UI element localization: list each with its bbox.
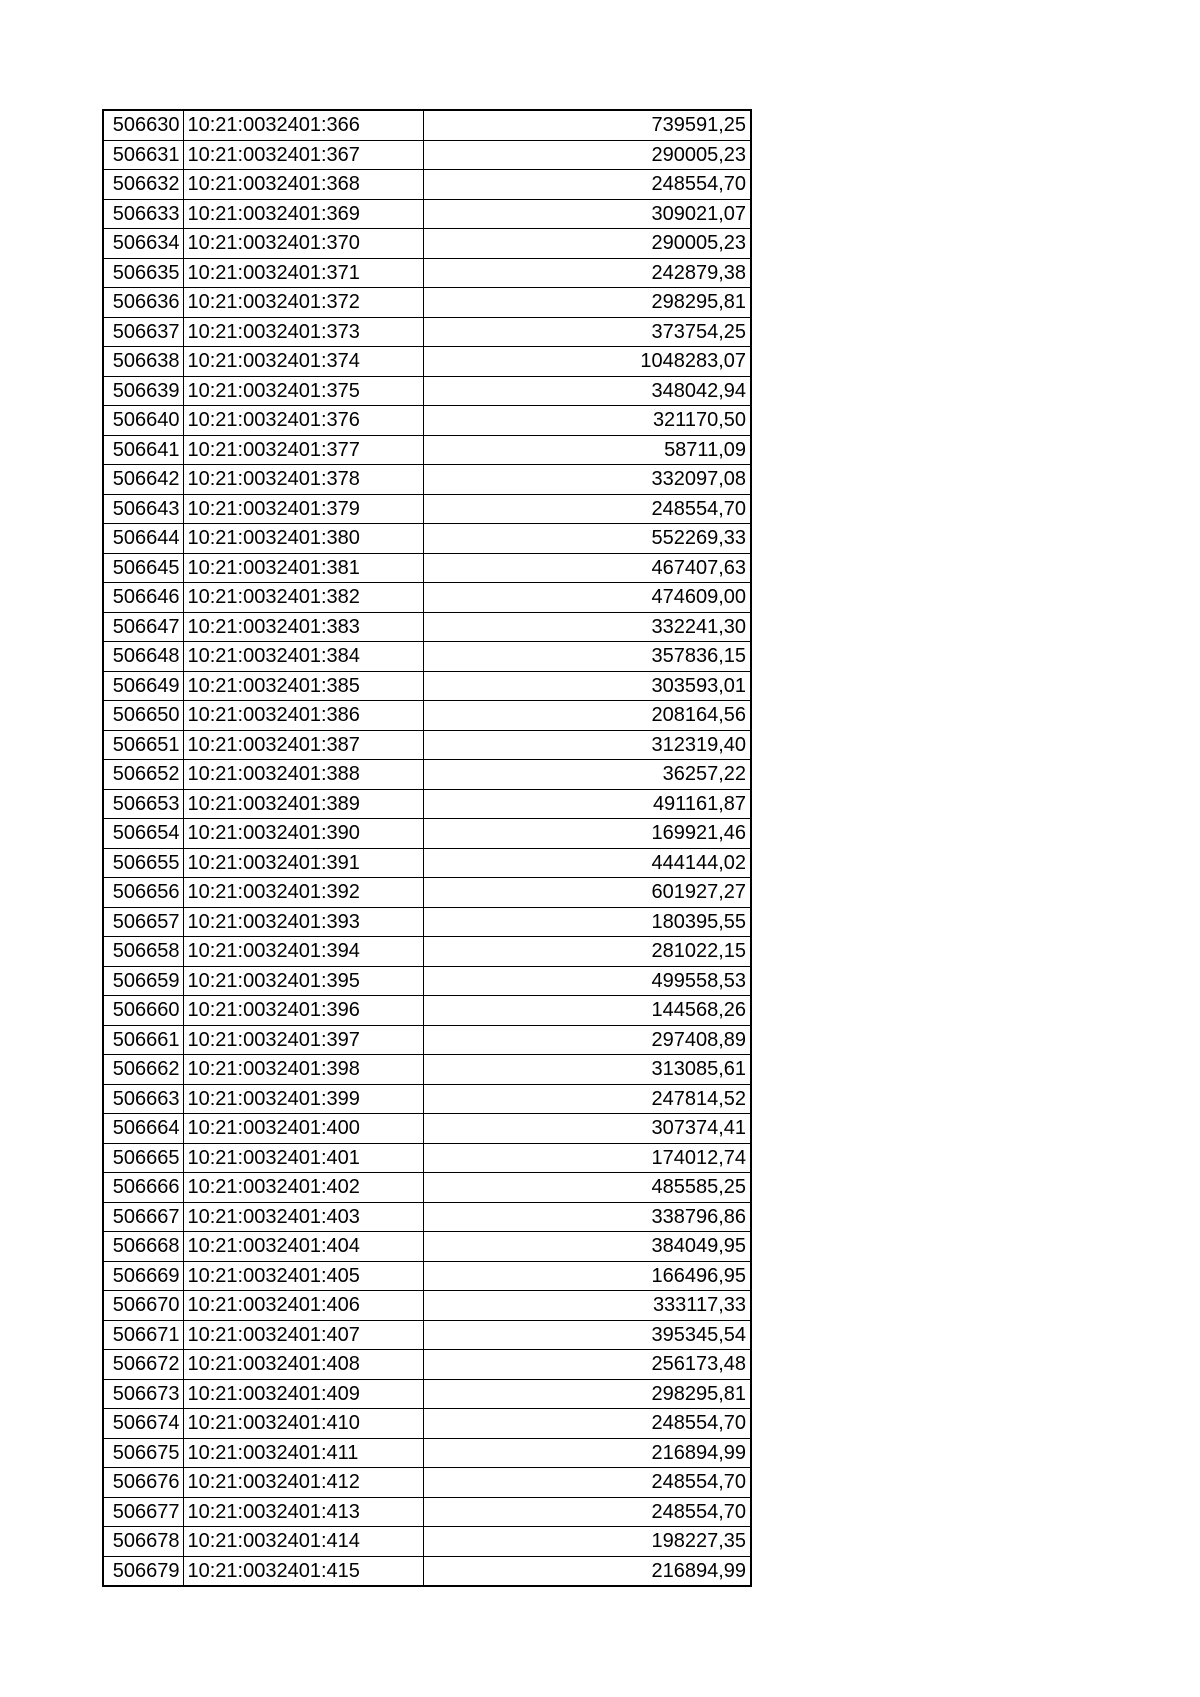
value-cell: 499558,53	[423, 966, 751, 996]
row-id-cell: 506632	[103, 170, 183, 200]
table-row	[103, 1055, 751, 1085]
cadastral-number-cell: 10:21:0032401:382	[183, 583, 423, 613]
row-id-cell: 506635	[103, 258, 183, 288]
table-row	[103, 1556, 751, 1586]
cadastral-number-cell: 10:21:0032401:400	[183, 1114, 423, 1144]
cadastral-number-cell: 10:21:0032401:403	[183, 1202, 423, 1232]
row-id-cell: 506631	[103, 140, 183, 170]
value-cell: 216894,99	[423, 1556, 751, 1586]
table-row	[103, 1232, 751, 1262]
cadastral-number-cell: 10:21:0032401:391	[183, 848, 423, 878]
table-row	[103, 937, 751, 967]
row-id-cell: 506672	[103, 1350, 183, 1380]
table-row	[103, 760, 751, 790]
cadastral-number-cell: 10:21:0032401:373	[183, 317, 423, 347]
row-id-cell: 506654	[103, 819, 183, 849]
table-row	[103, 1173, 751, 1203]
value-cell: 601927,27	[423, 878, 751, 908]
cadastral-number-cell: 10:21:0032401:393	[183, 907, 423, 937]
table-row	[103, 288, 751, 318]
table-row	[103, 317, 751, 347]
table-row	[103, 612, 751, 642]
cadastral-number-cell: 10:21:0032401:392	[183, 878, 423, 908]
table-row	[103, 553, 751, 583]
value-cell: 248554,70	[423, 170, 751, 200]
table-row	[103, 1409, 751, 1439]
row-id-cell: 506633	[103, 199, 183, 229]
value-cell: 491161,87	[423, 789, 751, 819]
value-cell: 395345,54	[423, 1320, 751, 1350]
table-row	[103, 1320, 751, 1350]
row-id-cell: 506655	[103, 848, 183, 878]
table-row	[103, 524, 751, 554]
cadastral-number-cell: 10:21:0032401:398	[183, 1055, 423, 1085]
table-row	[103, 671, 751, 701]
cadastral-number-cell: 10:21:0032401:379	[183, 494, 423, 524]
value-cell: 290005,23	[423, 140, 751, 170]
value-cell: 321170,50	[423, 406, 751, 436]
cadastral-number-cell: 10:21:0032401:407	[183, 1320, 423, 1350]
value-cell: 485585,25	[423, 1173, 751, 1203]
row-id-cell: 506637	[103, 317, 183, 347]
table-row	[103, 1202, 751, 1232]
cadastral-number-cell: 10:21:0032401:387	[183, 730, 423, 760]
row-id-cell: 506659	[103, 966, 183, 996]
table-row	[103, 701, 751, 731]
table-row	[103, 229, 751, 259]
cadastral-number-cell: 10:21:0032401:399	[183, 1084, 423, 1114]
row-id-cell: 506643	[103, 494, 183, 524]
table-row	[103, 1379, 751, 1409]
value-cell: 338796,86	[423, 1202, 751, 1232]
cadastral-number-cell: 10:21:0032401:390	[183, 819, 423, 849]
value-cell: 144568,26	[423, 996, 751, 1026]
row-id-cell: 506671	[103, 1320, 183, 1350]
value-cell: 281022,15	[423, 937, 751, 967]
table-row	[103, 1084, 751, 1114]
cadastral-number-cell: 10:21:0032401:367	[183, 140, 423, 170]
table-row	[103, 1527, 751, 1557]
value-cell: 256173,48	[423, 1350, 751, 1380]
value-cell: 357836,15	[423, 642, 751, 672]
row-id-cell: 506656	[103, 878, 183, 908]
cadastral-number-cell: 10:21:0032401:371	[183, 258, 423, 288]
row-id-cell: 506648	[103, 642, 183, 672]
value-cell: 444144,02	[423, 848, 751, 878]
value-cell: 248554,70	[423, 494, 751, 524]
table-row	[103, 258, 751, 288]
table-row	[103, 1291, 751, 1321]
row-id-cell: 506661	[103, 1025, 183, 1055]
row-id-cell: 506641	[103, 435, 183, 465]
row-id-cell: 506673	[103, 1379, 183, 1409]
value-cell: 297408,89	[423, 1025, 751, 1055]
table-row	[103, 1350, 751, 1380]
row-id-cell: 506675	[103, 1438, 183, 1468]
value-cell: 58711,09	[423, 435, 751, 465]
table-row	[103, 494, 751, 524]
value-cell: 467407,63	[423, 553, 751, 583]
cadastral-number-cell: 10:21:0032401:408	[183, 1350, 423, 1380]
cadastral-number-cell: 10:21:0032401:404	[183, 1232, 423, 1262]
table-row	[103, 848, 751, 878]
table-row	[103, 1497, 751, 1527]
row-id-cell: 506630	[103, 110, 183, 140]
value-cell: 180395,55	[423, 907, 751, 937]
table-row	[103, 907, 751, 937]
row-id-cell: 506642	[103, 465, 183, 495]
table-row	[103, 1143, 751, 1173]
table-row	[103, 406, 751, 436]
row-id-cell: 506668	[103, 1232, 183, 1262]
table-row	[103, 1114, 751, 1144]
cadastral-number-cell: 10:21:0032401:368	[183, 170, 423, 200]
value-cell: 303593,01	[423, 671, 751, 701]
value-cell: 216894,99	[423, 1438, 751, 1468]
value-cell: 36257,22	[423, 760, 751, 790]
cadastral-number-cell: 10:21:0032401:381	[183, 553, 423, 583]
row-id-cell: 506667	[103, 1202, 183, 1232]
row-id-cell: 506676	[103, 1468, 183, 1498]
row-id-cell: 506645	[103, 553, 183, 583]
table-row	[103, 1468, 751, 1498]
cadastral-number-cell: 10:21:0032401:385	[183, 671, 423, 701]
cadastral-number-cell: 10:21:0032401:405	[183, 1261, 423, 1291]
cadastral-number-cell: 10:21:0032401:412	[183, 1468, 423, 1498]
row-id-cell: 506639	[103, 376, 183, 406]
table-row	[103, 966, 751, 996]
value-cell: 248554,70	[423, 1497, 751, 1527]
table-row	[103, 140, 751, 170]
cadastral-number-cell: 10:21:0032401:375	[183, 376, 423, 406]
value-cell: 309021,07	[423, 199, 751, 229]
value-cell: 332097,08	[423, 465, 751, 495]
row-id-cell: 506664	[103, 1114, 183, 1144]
cadastral-number-cell: 10:21:0032401:386	[183, 701, 423, 731]
row-id-cell: 506644	[103, 524, 183, 554]
table-row	[103, 347, 751, 377]
cadastral-number-cell: 10:21:0032401:376	[183, 406, 423, 436]
cadastral-number-cell: 10:21:0032401:378	[183, 465, 423, 495]
value-cell: 1048283,07	[423, 347, 751, 377]
value-cell: 298295,81	[423, 1379, 751, 1409]
row-id-cell: 506652	[103, 760, 183, 790]
value-cell: 307374,41	[423, 1114, 751, 1144]
value-cell: 290005,23	[423, 229, 751, 259]
row-id-cell: 506651	[103, 730, 183, 760]
row-id-cell: 506660	[103, 996, 183, 1026]
value-cell: 247814,52	[423, 1084, 751, 1114]
row-id-cell: 506658	[103, 937, 183, 967]
cadastral-number-cell: 10:21:0032401:374	[183, 347, 423, 377]
cadastral-number-cell: 10:21:0032401:370	[183, 229, 423, 259]
table-row	[103, 376, 751, 406]
table-row	[103, 1261, 751, 1291]
table-row	[103, 789, 751, 819]
value-cell: 248554,70	[423, 1409, 751, 1439]
row-id-cell: 506634	[103, 229, 183, 259]
row-id-cell: 506650	[103, 701, 183, 731]
table-row	[103, 642, 751, 672]
table-row	[103, 435, 751, 465]
row-id-cell: 506649	[103, 671, 183, 701]
value-cell: 248554,70	[423, 1468, 751, 1498]
value-cell: 208164,56	[423, 701, 751, 731]
cadastral-number-cell: 10:21:0032401:401	[183, 1143, 423, 1173]
row-id-cell: 506678	[103, 1527, 183, 1557]
cadastral-number-cell: 10:21:0032401:383	[183, 612, 423, 642]
row-id-cell: 506653	[103, 789, 183, 819]
cadastral-number-cell: 10:21:0032401:413	[183, 1497, 423, 1527]
row-id-cell: 506674	[103, 1409, 183, 1439]
row-id-cell: 506647	[103, 612, 183, 642]
value-cell: 348042,94	[423, 376, 751, 406]
cadastral-number-cell: 10:21:0032401:377	[183, 435, 423, 465]
cadastral-number-cell: 10:21:0032401:369	[183, 199, 423, 229]
row-id-cell: 506665	[103, 1143, 183, 1173]
value-cell: 312319,40	[423, 730, 751, 760]
row-id-cell: 506640	[103, 406, 183, 436]
table-row	[103, 996, 751, 1026]
cadastral-number-cell: 10:21:0032401:409	[183, 1379, 423, 1409]
cadastral-number-cell: 10:21:0032401:411	[183, 1438, 423, 1468]
value-cell: 166496,95	[423, 1261, 751, 1291]
cadastral-number-cell: 10:21:0032401:380	[183, 524, 423, 554]
row-id-cell: 506636	[103, 288, 183, 318]
value-cell: 298295,81	[423, 288, 751, 318]
cadastral-number-cell: 10:21:0032401:394	[183, 937, 423, 967]
value-cell: 313085,61	[423, 1055, 751, 1085]
value-cell: 373754,25	[423, 317, 751, 347]
table-row	[103, 199, 751, 229]
cadastral-number-cell: 10:21:0032401:406	[183, 1291, 423, 1321]
row-id-cell: 506666	[103, 1173, 183, 1203]
row-id-cell: 506670	[103, 1291, 183, 1321]
row-id-cell: 506663	[103, 1084, 183, 1114]
table-row	[103, 878, 751, 908]
cadastral-number-cell: 10:21:0032401:410	[183, 1409, 423, 1439]
table-row	[103, 465, 751, 495]
cadastral-number-cell: 10:21:0032401:372	[183, 288, 423, 318]
cadastral-number-cell: 10:21:0032401:414	[183, 1527, 423, 1557]
cadastral-number-cell: 10:21:0032401:388	[183, 760, 423, 790]
row-id-cell: 506679	[103, 1556, 183, 1586]
table-row	[103, 1025, 751, 1055]
table-row	[103, 730, 751, 760]
value-cell: 242879,38	[423, 258, 751, 288]
row-id-cell: 506669	[103, 1261, 183, 1291]
table-row	[103, 170, 751, 200]
value-cell: 174012,74	[423, 1143, 751, 1173]
value-cell: 739591,25	[423, 110, 751, 140]
table-body	[103, 110, 751, 1586]
cadastral-number-cell: 10:21:0032401:395	[183, 966, 423, 996]
value-cell: 169921,46	[423, 819, 751, 849]
row-id-cell: 506657	[103, 907, 183, 937]
cadastral-number-cell: 10:21:0032401:384	[183, 642, 423, 672]
value-cell: 474609,00	[423, 583, 751, 613]
value-cell: 332241,30	[423, 612, 751, 642]
table-row	[103, 110, 751, 140]
table-row	[103, 583, 751, 613]
cadastral-value-table	[102, 109, 752, 1587]
row-id-cell: 506677	[103, 1497, 183, 1527]
cadastral-number-cell: 10:21:0032401:402	[183, 1173, 423, 1203]
cadastral-number-cell: 10:21:0032401:397	[183, 1025, 423, 1055]
cadastral-number-cell: 10:21:0032401:396	[183, 996, 423, 1026]
value-cell: 552269,33	[423, 524, 751, 554]
value-cell: 198227,35	[423, 1527, 751, 1557]
cadastral-number-cell: 10:21:0032401:415	[183, 1556, 423, 1586]
table-row	[103, 819, 751, 849]
row-id-cell: 506646	[103, 583, 183, 613]
row-id-cell: 506662	[103, 1055, 183, 1085]
row-id-cell: 506638	[103, 347, 183, 377]
cadastral-number-cell: 10:21:0032401:389	[183, 789, 423, 819]
table-row	[103, 1438, 751, 1468]
value-cell: 333117,33	[423, 1291, 751, 1321]
value-cell: 384049,95	[423, 1232, 751, 1262]
cadastral-number-cell: 10:21:0032401:366	[183, 110, 423, 140]
